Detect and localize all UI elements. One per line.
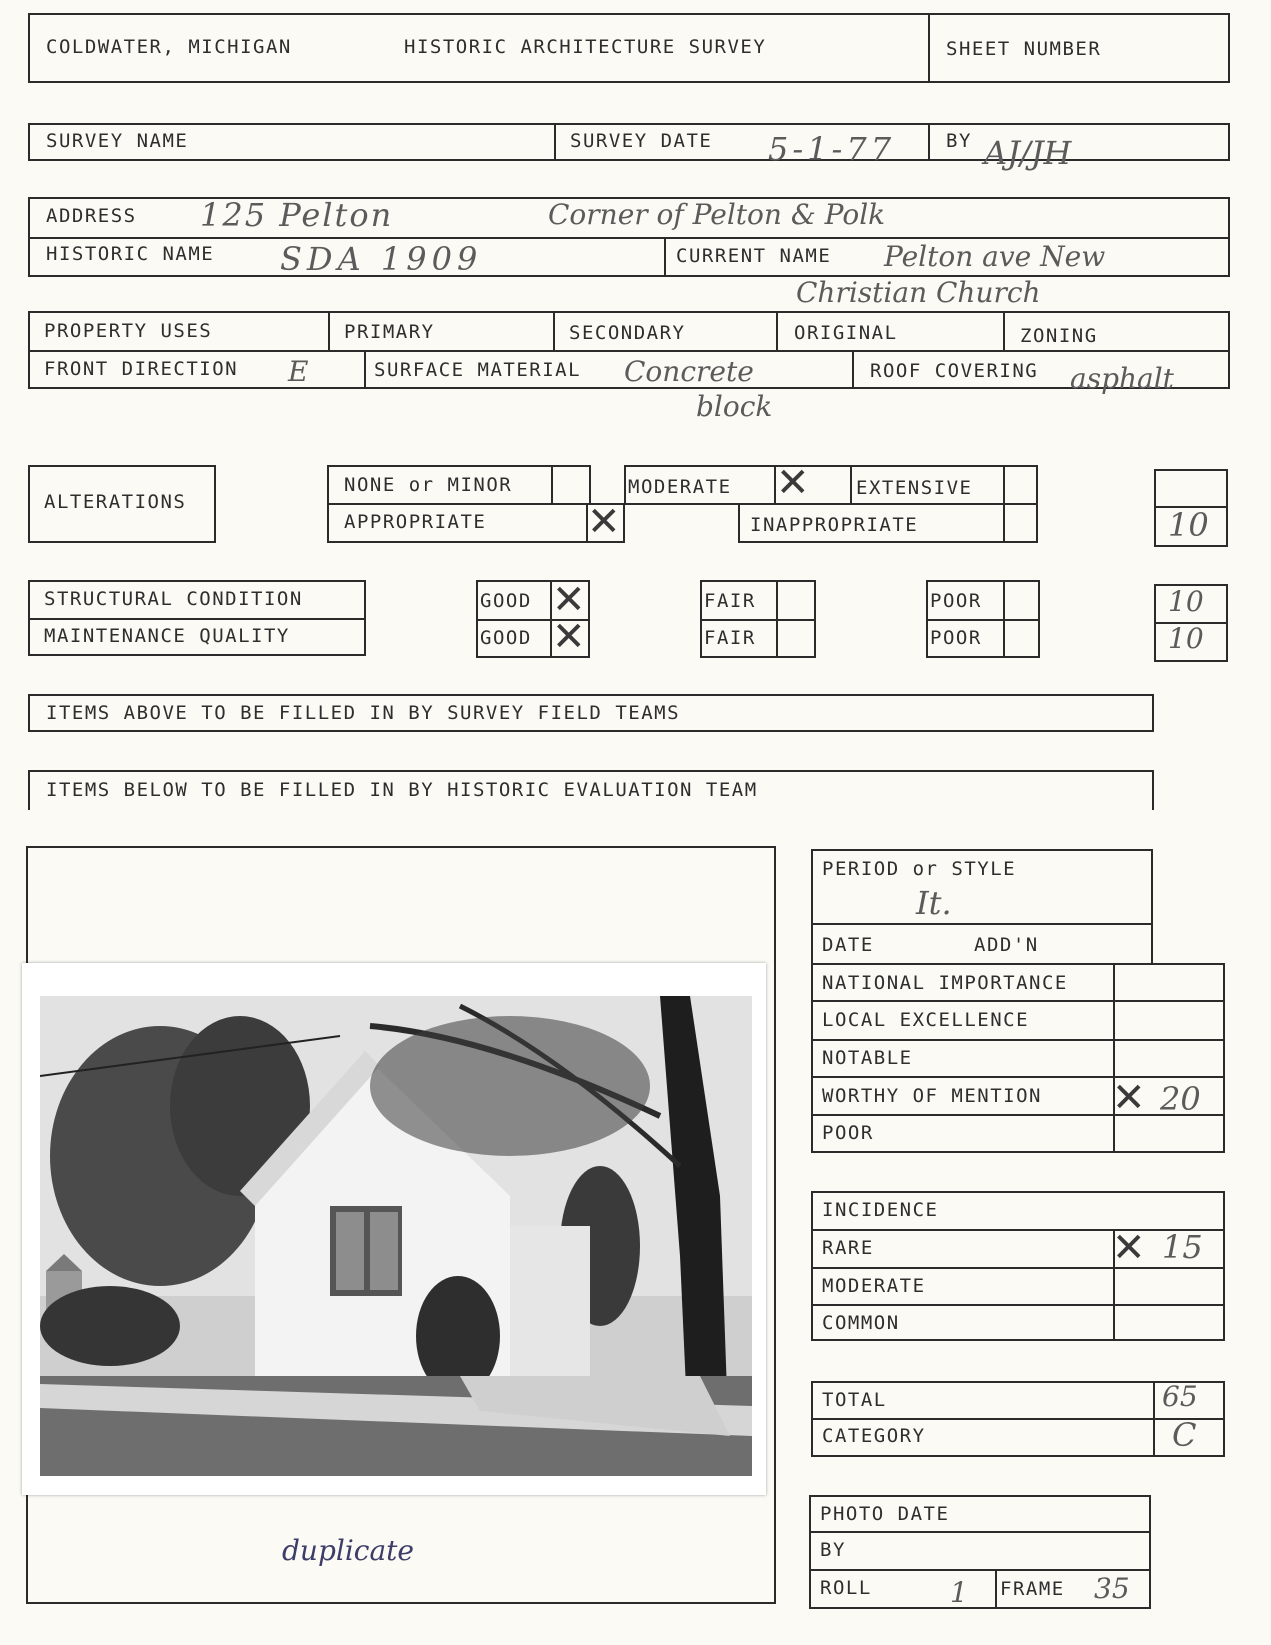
poor-label-1: POOR	[930, 590, 982, 612]
duplicate-note: duplicate	[282, 1534, 414, 1567]
historic-name-label: HISTORIC NAME	[46, 243, 215, 265]
imp-div-3	[811, 1076, 1225, 1078]
inc-div-3	[811, 1304, 1225, 1306]
surface-material-label: SURFACE MATERIAL	[374, 359, 582, 381]
current-name-label: CURRENT NAME	[676, 245, 832, 267]
uses-div-2	[553, 311, 555, 350]
photo-info-vdiv	[995, 1569, 997, 1609]
maintenance-score: 10	[1168, 622, 1204, 655]
frame-value: 35	[1094, 1572, 1130, 1605]
uses-div-3	[776, 311, 778, 350]
fair-label-1: FAIR	[704, 590, 756, 612]
worthy-check-mark: ✕	[1112, 1075, 1146, 1121]
front-div-1	[364, 350, 366, 389]
totals-vdiv	[1153, 1381, 1155, 1457]
total-value: 65	[1162, 1380, 1198, 1413]
frame-label: FRAME	[1000, 1578, 1065, 1600]
current-name-line1: Pelton ave New	[884, 240, 1106, 273]
building-photo	[22, 963, 766, 1495]
notes-above-tick	[1152, 694, 1154, 732]
good-check-mark-2: ✕	[552, 614, 586, 660]
address-value: 125 Pelton	[200, 196, 394, 234]
photo-date-label: PHOTO DATE	[820, 1503, 950, 1525]
totals-div	[811, 1418, 1225, 1420]
imp-div-1	[811, 1000, 1225, 1002]
rare-check-mark: ✕	[1112, 1225, 1146, 1271]
uses-div-4	[1003, 311, 1005, 350]
inappropriate-label: INAPPROPRIATE	[750, 514, 919, 536]
survey-right-tick	[1228, 123, 1230, 161]
imp-div-2	[811, 1039, 1225, 1041]
condition-label-div	[28, 618, 366, 620]
structural-score: 10	[1168, 585, 1204, 618]
importance-vdiv	[1113, 963, 1115, 1153]
appropriate-check-mark: ✕	[587, 499, 621, 545]
eval-poor-label: POOR	[822, 1122, 874, 1144]
survey-divider-2	[928, 123, 930, 161]
period-value: It.	[916, 884, 952, 922]
poor-label-2: POOR	[930, 627, 982, 649]
moderate-check-mark: ✕	[776, 460, 810, 506]
inc-moderate-label: MODERATE	[822, 1275, 926, 1297]
current-name-line2: Christian Church	[796, 276, 1041, 309]
photo-area-top	[26, 846, 776, 848]
survey-date-label: SURVEY DATE	[570, 130, 713, 152]
good-label-1: GOOD	[480, 590, 532, 612]
inc-div-2	[811, 1267, 1225, 1269]
extensive-label: EXTENSIVE	[856, 477, 973, 499]
date-top	[811, 923, 1153, 925]
secondary-label: SECONDARY	[569, 322, 686, 344]
roll-label: ROLL	[820, 1577, 872, 1599]
original-label: ORIGINAL	[794, 322, 898, 344]
names-divider	[664, 237, 666, 277]
photo-by-label: BY	[820, 1539, 846, 1561]
common-label: COMMON	[822, 1312, 900, 1334]
photo-info-div-1	[809, 1531, 1151, 1533]
total-label: TOTAL	[822, 1389, 887, 1411]
date-label: DATE	[822, 934, 874, 956]
property-uses-label: PROPERTY USES	[44, 320, 213, 342]
uses-div-1	[328, 311, 330, 350]
structural-condition-label: STRUCTURAL CONDITION	[44, 588, 303, 610]
none-minor-label: NONE or MINOR	[344, 474, 513, 496]
header-divider	[928, 13, 930, 83]
by-value: AJ/JH	[984, 134, 1072, 172]
front-div-2	[852, 350, 854, 389]
notable-label: NOTABLE	[822, 1047, 913, 1069]
survey-date-value: 5-1-77	[768, 130, 896, 168]
roll-value: 1	[950, 1576, 968, 1609]
front-direction-value: E	[288, 355, 309, 388]
category-value: C	[1172, 1416, 1197, 1454]
incidence-label: INCIDENCE	[822, 1199, 939, 1221]
fair-label-2: FAIR	[704, 627, 756, 649]
survey-name-label: SURVEY NAME	[46, 130, 189, 152]
poor-vdiv	[1003, 580, 1005, 658]
alterations-label: ALTERATIONS	[44, 491, 187, 513]
by-label: BY	[946, 130, 972, 152]
photo-info-div-2	[809, 1569, 1151, 1571]
alt-div-1	[551, 465, 553, 505]
notes-below: ITEMS BELOW TO BE FILLED IN BY HISTORIC EVALUATION TEAM	[46, 779, 758, 801]
sheet-number-label: SHEET NUMBER	[946, 38, 1102, 60]
worthy-score: 20	[1160, 1080, 1201, 1118]
historic-name-value: SDA 1909	[280, 240, 483, 278]
survey-title: HISTORIC ARCHITECTURE SURVEY	[404, 36, 767, 58]
good-label-2: GOOD	[480, 627, 532, 649]
address-label: ADDRESS	[46, 205, 137, 227]
alterations-score: 10	[1168, 506, 1209, 544]
building-photo-image	[40, 996, 752, 1476]
front-direction-label: FRONT DIRECTION	[44, 358, 239, 380]
city-label: COLDWATER, MICHIGAN	[46, 36, 292, 58]
fair-div	[700, 619, 816, 621]
surface-material-line2: block	[696, 390, 773, 423]
survey-divider	[554, 123, 556, 161]
maintenance-quality-label: MAINTENANCE QUALITY	[44, 625, 290, 647]
alt-div-3	[850, 465, 852, 505]
appropriate-label: APPROPRIATE	[344, 511, 487, 533]
notes-above: ITEMS ABOVE TO BE FILLED IN BY SURVEY FIELD TEAMS	[46, 702, 681, 724]
fair-vdiv	[776, 580, 778, 658]
address-note: Corner of Pelton & Polk	[548, 198, 886, 231]
rare-score: 15	[1162, 1228, 1203, 1266]
worthy-of-mention-label: WORTHY OF MENTION	[822, 1085, 1042, 1107]
roof-covering-value: asphalt	[1070, 362, 1174, 395]
roof-covering-label: ROOF COVERING	[870, 360, 1039, 382]
category-label: CATEGORY	[822, 1425, 926, 1447]
photo-area-bottom	[26, 1602, 776, 1604]
zoning-label: ZONING	[1020, 325, 1098, 347]
address-divider	[28, 237, 1230, 239]
photo-area-right	[774, 846, 776, 1604]
national-importance-label: NATIONAL IMPORTANCE	[822, 972, 1068, 994]
moderate-label: MODERATE	[628, 476, 732, 498]
good-check-mark-1: ✕	[552, 577, 586, 623]
poor-div	[926, 619, 1040, 621]
primary-label: PRIMARY	[344, 321, 435, 343]
property-divider	[28, 350, 1230, 352]
local-excellence-label: LOCAL EXCELLENCE	[822, 1009, 1030, 1031]
rare-label: RARE	[822, 1237, 874, 1259]
surface-material-line1: Concrete	[624, 355, 754, 388]
period-label: PERIOD or STYLE	[822, 858, 1017, 880]
addn-label: ADD'N	[974, 934, 1039, 956]
